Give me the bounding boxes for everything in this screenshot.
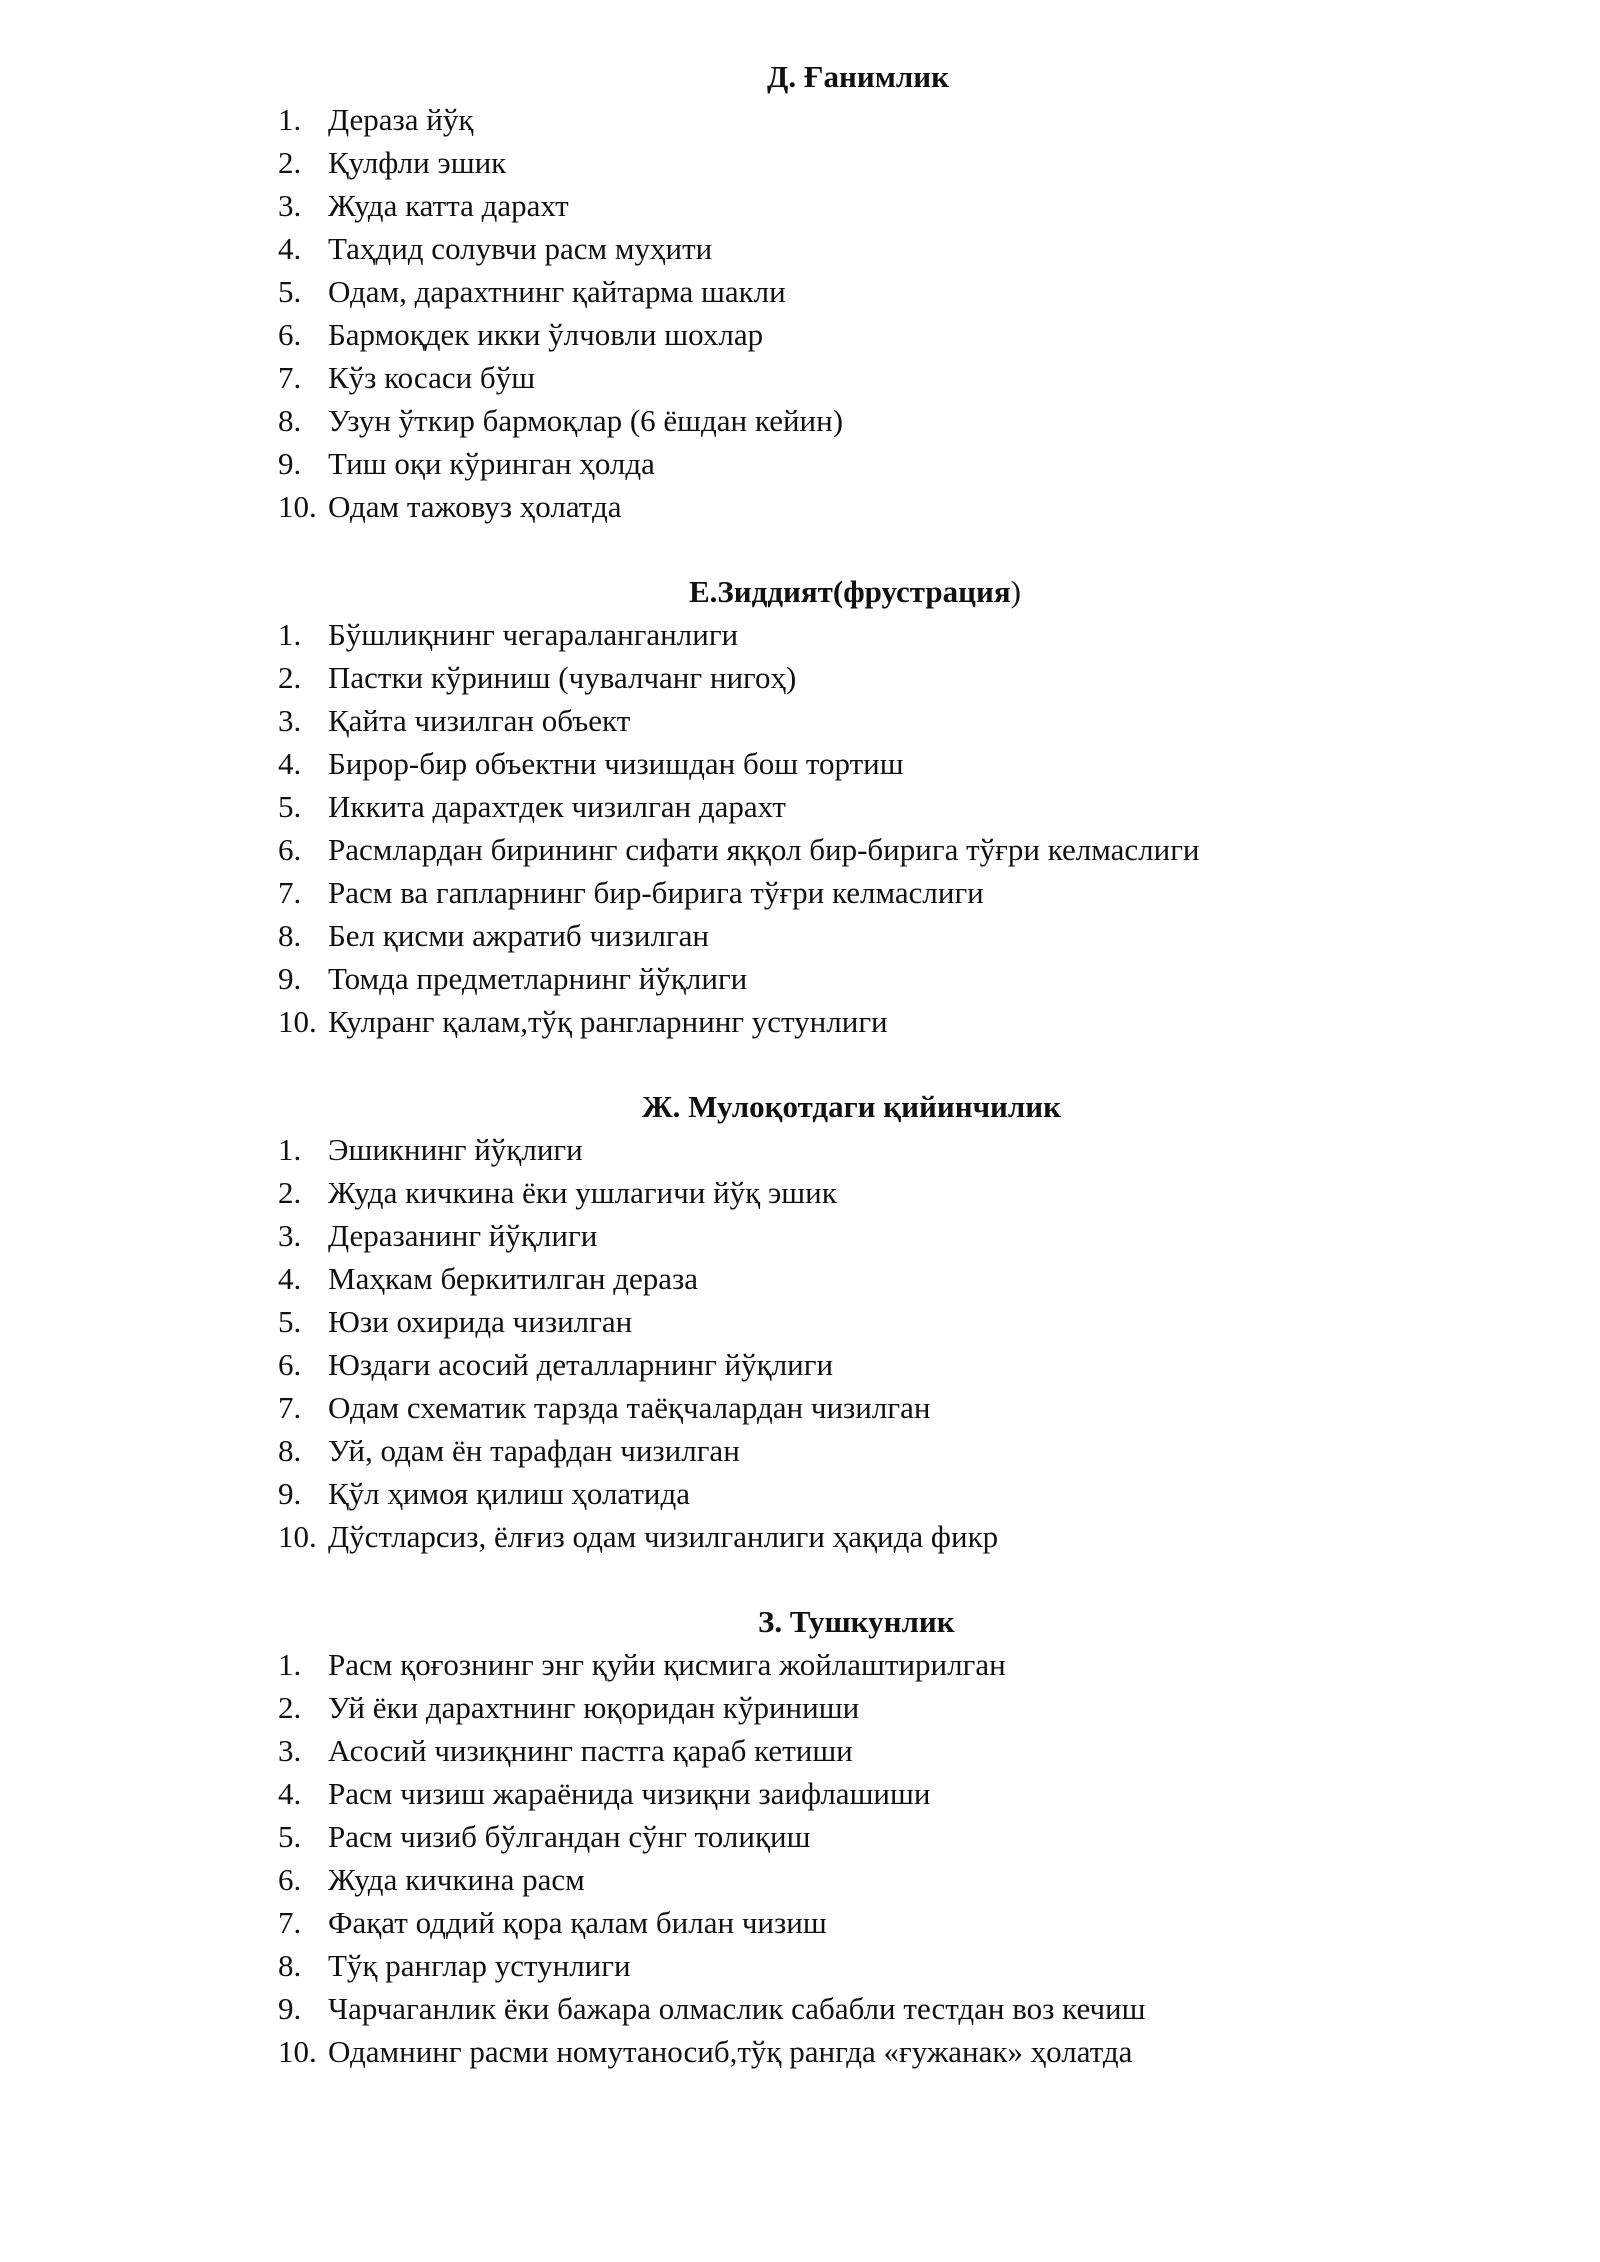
item-number: 3.: [278, 1218, 302, 1253]
list-item: [278, 1128, 1438, 1171]
list-item: [278, 1472, 1438, 1515]
item-text: Расмлардан бирининг сифати яққол бир-бирига тўғри келмаслиги: [328, 832, 1200, 867]
item-text: Жуда кичкина расм: [328, 1862, 585, 1897]
item-number: 2.: [278, 660, 302, 695]
list-item: [278, 485, 1438, 528]
list-item: [278, 1000, 1438, 1043]
list-item: [278, 227, 1438, 270]
item-number: 3.: [278, 188, 302, 223]
list-item: [278, 356, 1438, 399]
list-item: [278, 656, 1438, 699]
numbered-list: [278, 1128, 1438, 1558]
item-text: Бармоқдек икки ўлчовли шохлар: [328, 317, 764, 352]
item-text: Уй ёки дарахтнинг юқоридан кўриниши: [328, 1690, 860, 1725]
list-item: [278, 1300, 1438, 1343]
item-number: 1.: [278, 1647, 302, 1682]
list-item: [278, 1729, 1438, 1772]
section-title: [278, 1600, 1438, 1643]
list-item: [278, 1171, 1438, 1214]
item-text: Дўстларсиз, ёлғиз одам чизилганлиги ҳақида фикр: [328, 1519, 999, 1554]
item-text: Жуда кичкина ёки ушлагичи йўқ эшик: [328, 1175, 837, 1210]
item-number: 9.: [278, 1476, 302, 1511]
item-number: 6.: [278, 1347, 302, 1382]
list-item: [278, 1386, 1438, 1429]
item-number: 8.: [278, 918, 302, 953]
item-number: 5.: [278, 274, 302, 309]
item-number: 6.: [278, 832, 302, 867]
item-number: 2.: [278, 1175, 302, 1210]
item-text: Таҳдид солувчи расм муҳити: [328, 231, 713, 266]
item-number: 10.: [278, 1004, 317, 1039]
item-text: Қайта чизилган объект: [328, 703, 631, 738]
list-item: [278, 914, 1438, 957]
list-item: [278, 1686, 1438, 1729]
item-text: Қўл ҳимоя қилиш ҳолатида: [328, 1476, 691, 1511]
item-number: 7.: [278, 1905, 302, 1940]
item-number: 5.: [278, 1304, 302, 1339]
item-text: Бирор-бир объектни чизишдан бош тортиш: [328, 746, 904, 781]
section-title: [278, 55, 1438, 98]
list-item: [278, 313, 1438, 356]
section-title-suffix: ): [1010, 574, 1021, 609]
section-title: [278, 1085, 1438, 1128]
list-item: [278, 399, 1438, 442]
list-item: [278, 1643, 1438, 1686]
item-number: 7.: [278, 360, 302, 395]
item-text: Қулфли эшик: [328, 145, 507, 180]
item-text: Чарчаганлик ёки бажара олмаслик сабабли тестдан воз кечиш: [328, 1991, 1146, 2026]
list-item: [278, 270, 1438, 313]
section-zh-communication-difficulty: [278, 1085, 1438, 1558]
list-item: [278, 141, 1438, 184]
item-text: Пастки кўриниш (чувалчанг нигоҳ): [328, 660, 797, 695]
item-text: Иккита дарахтдек чизилган дарахт: [328, 789, 786, 824]
item-text: Томда предметларнинг йўқлиги: [328, 961, 748, 996]
item-number: 4.: [278, 746, 302, 781]
item-text: Бел қисми ажратиб чизилган: [328, 918, 709, 953]
list-item: [278, 1515, 1438, 1558]
section-title-text: Ж. Мулоқотдаги қийинчилик: [642, 1089, 1062, 1124]
item-number: 6.: [278, 317, 302, 352]
item-text: Расм чизиб бўлгандан сўнг толиқиш: [328, 1819, 811, 1854]
item-number: 7.: [278, 1390, 302, 1425]
list-item: [278, 1858, 1438, 1901]
list-item: [278, 1815, 1438, 1858]
item-number: 1.: [278, 102, 302, 137]
item-text: Уй, одам ён тарафдан чизилган: [328, 1433, 740, 1468]
item-number: 8.: [278, 403, 302, 438]
item-number: 4.: [278, 231, 302, 266]
list-item: [278, 699, 1438, 742]
item-number: 3.: [278, 703, 302, 738]
item-text: Тиш оқи кўринган ҳолда: [328, 446, 655, 481]
section-title: [278, 570, 1438, 613]
list-item: [278, 2030, 1438, 2073]
section-title-text: З. Тушкунлик: [758, 1604, 955, 1639]
item-number: 9.: [278, 446, 302, 481]
item-number: 9.: [278, 961, 302, 996]
item-text: Одамнинг расми номутаносиб,тўқ рангда «ғужанак» ҳолатда: [328, 2034, 1133, 2069]
list-item: [278, 871, 1438, 914]
list-item: [278, 1944, 1438, 1987]
list-item: [278, 1257, 1438, 1300]
numbered-list: [278, 1643, 1438, 2073]
numbered-list: [278, 613, 1438, 1043]
list-item: [278, 742, 1438, 785]
list-item: [278, 957, 1438, 1000]
item-text: Фақат оддий қора қалам билан чизиш: [328, 1905, 827, 1940]
numbered-list: [278, 98, 1438, 528]
item-number: 7.: [278, 875, 302, 910]
list-item: [278, 828, 1438, 871]
item-text: Тўқ ранглар устунлиги: [328, 1948, 631, 1983]
item-text: Одам тажовуз ҳолатда: [328, 489, 622, 524]
section-title-text: Д. Ғанимлик: [767, 59, 950, 94]
item-number: 1.: [278, 1132, 302, 1167]
item-text: Юздаги асосий деталларнинг йўқлиги: [328, 1347, 834, 1382]
section-d-hostility: [278, 55, 1438, 528]
item-text: Дераза йўқ: [328, 102, 474, 137]
section-title-text: Е.Зиддият(фрустрация: [689, 574, 1011, 609]
item-text: Маҳкам беркитилган дераза: [328, 1261, 699, 1296]
list-item: [278, 613, 1438, 656]
item-text: Кўз косаси бўш: [328, 360, 536, 395]
item-text: Юзи охирида чизилган: [328, 1304, 633, 1339]
item-number: 1.: [278, 617, 302, 652]
section-e-frustration: [278, 570, 1438, 1043]
item-text: Асосий чизиқнинг пастга қараб кетиши: [328, 1733, 853, 1768]
item-number: 6.: [278, 1862, 302, 1897]
item-text: Эшикнинг йўқлиги: [328, 1132, 583, 1167]
item-number: 10.: [278, 2034, 317, 2069]
item-text: Расм чизиш жараёнида чизиқни заифлашиши: [328, 1776, 931, 1811]
item-text: Одам схематик тарзда таёқчалардан чизилган: [328, 1390, 931, 1425]
item-number: 2.: [278, 1690, 302, 1725]
item-number: 4.: [278, 1776, 302, 1811]
section-z-depression: [278, 1600, 1438, 2073]
item-number: 5.: [278, 1819, 302, 1854]
item-number: 5.: [278, 789, 302, 824]
list-item: [278, 1429, 1438, 1472]
item-text: Одам, дарахтнинг қайтарма шакли: [328, 274, 786, 309]
item-text: Расм қоғознинг энг қуйи қисмига жойлаштирилган: [328, 1647, 1006, 1682]
item-number: 10.: [278, 489, 317, 524]
list-item: [278, 184, 1438, 227]
item-text: Бўшлиқнинг чегараланганлиги: [328, 617, 739, 652]
item-text: Кулранг қалам,тўқ рангларнинг устунлиги: [328, 1004, 888, 1039]
list-item: [278, 442, 1438, 485]
list-item: [278, 1901, 1438, 1944]
item-number: 9.: [278, 1991, 302, 2026]
item-text: Узун ўткир бармоқлар (6 ёшдан кейин): [328, 403, 844, 438]
item-number: 8.: [278, 1433, 302, 1468]
item-number: 4.: [278, 1261, 302, 1296]
item-text: Расм ва гапларнинг бир-бирига тўғри келмаслиги: [328, 875, 984, 910]
list-item: [278, 1772, 1438, 1815]
list-item: [278, 1343, 1438, 1386]
item-text: Жуда катта дарахт: [328, 188, 569, 223]
item-number: 8.: [278, 1948, 302, 1983]
item-number: 10.: [278, 1519, 317, 1554]
list-item: [278, 98, 1438, 141]
item-number: 3.: [278, 1733, 302, 1768]
item-text: Деразанинг йўқлиги: [328, 1218, 598, 1253]
item-number: 2.: [278, 145, 302, 180]
list-item: [278, 785, 1438, 828]
list-item: [278, 1214, 1438, 1257]
list-item: [278, 1987, 1438, 2030]
